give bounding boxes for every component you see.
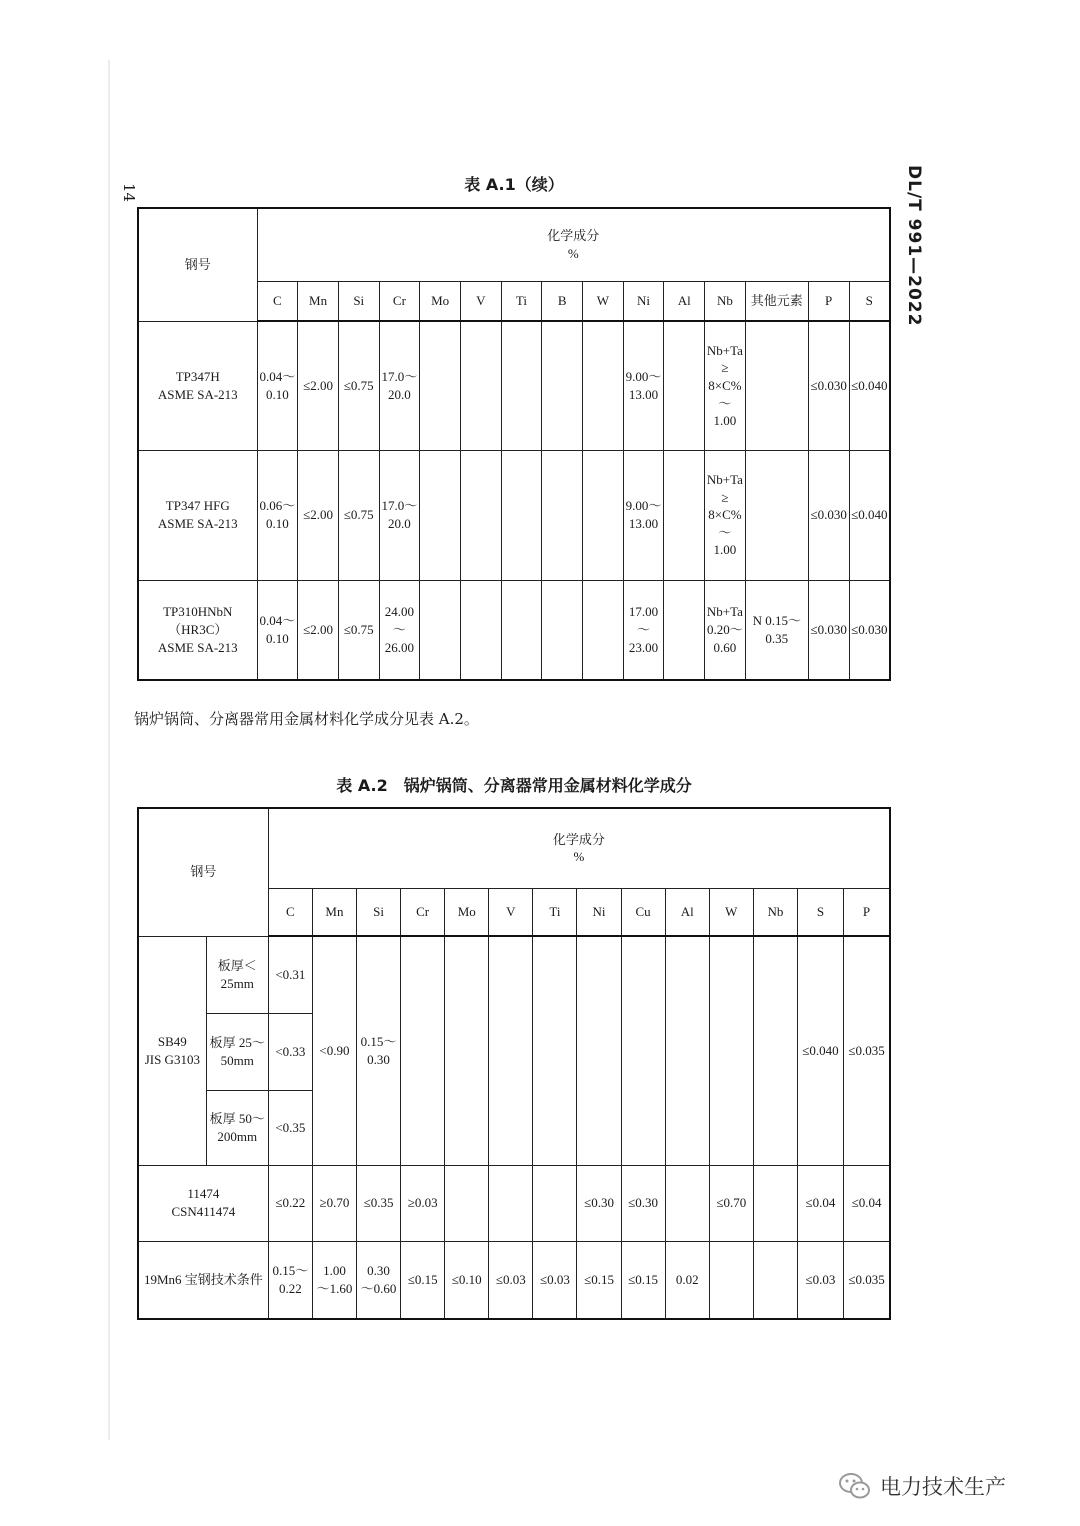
- element-header: P: [808, 281, 849, 321]
- element-header: Cr: [401, 888, 445, 936]
- composition-cell: ≤0.30: [621, 1165, 665, 1241]
- composition-cell: [753, 936, 797, 1165]
- composition-cell: 1.00 ～1.60: [312, 1241, 356, 1319]
- composition-cell: N 0.15～ 0.35: [745, 580, 808, 680]
- composition-cell: ≤0.15: [401, 1241, 445, 1319]
- composition-cell: [709, 1241, 753, 1319]
- composition-cell: ≤2.00: [298, 450, 339, 580]
- composition-cell: [583, 321, 624, 450]
- composition-cell: ≤0.03: [797, 1241, 843, 1319]
- composition-cell: 0.04～ 0.10: [257, 321, 298, 450]
- steel-grade-cell: TP310HNbN（HR3C） ASME SA-213: [138, 580, 257, 680]
- composition-cell: 17.00～ 23.00: [623, 580, 664, 680]
- element-header: Al: [665, 888, 709, 936]
- composition-cell: ≤0.15: [621, 1241, 665, 1319]
- table-a1-steel-header: 钢号: [138, 208, 257, 321]
- steel-grade-cell: SB49 JIS G3103: [138, 936, 206, 1165]
- composition-cell: ≤0.040: [797, 936, 843, 1165]
- composition-cell: [583, 580, 624, 680]
- element-header: C: [268, 888, 312, 936]
- composition-cell: ≤0.03: [533, 1241, 577, 1319]
- composition-cell: [753, 1165, 797, 1241]
- thickness-cell: 板厚＜ 25mm: [206, 936, 268, 1013]
- element-header: Ni: [623, 281, 664, 321]
- table-a1-caption: 表 A.1（续）: [464, 175, 564, 194]
- composition-cell: 0.15～ 0.30: [357, 936, 401, 1165]
- composition-cell: ≤0.10: [445, 1241, 489, 1319]
- watermark-text: 电力技术生产: [880, 1475, 1006, 1499]
- element-header: Nb: [705, 281, 746, 321]
- table-row: [138, 321, 890, 450]
- composition-cell: ≤0.030: [808, 580, 849, 680]
- element-header: S: [849, 281, 890, 321]
- composition-cell: ≤0.75: [338, 450, 379, 580]
- element-header: Mo: [420, 281, 461, 321]
- composition-cell: [542, 321, 583, 450]
- element-header: B: [542, 281, 583, 321]
- table-a2: [137, 807, 891, 1320]
- composition-cell: [445, 936, 489, 1165]
- element-header: Si: [338, 281, 379, 321]
- composition-cell: ≤2.00: [298, 321, 339, 450]
- composition-cell: 24.00～ 26.00: [379, 580, 420, 680]
- composition-cell: [745, 321, 808, 450]
- composition-cell: ≤0.75: [338, 580, 379, 680]
- composition-cell: [665, 936, 709, 1165]
- composition-cell: [445, 1165, 489, 1241]
- composition-cell: [401, 936, 445, 1165]
- thickness-cell: 板厚 25～ 50mm: [206, 1013, 268, 1090]
- composition-cell: [533, 936, 577, 1165]
- composition-cell: [621, 936, 665, 1165]
- composition-cell: ≤0.040: [849, 321, 890, 450]
- composition-cell: ≤0.75: [338, 321, 379, 450]
- steel-grade-cell: 19Mn6 宝钢技术条件: [138, 1241, 268, 1319]
- composition-cell: Nb+Ta ≥ 8×C%～ 1.00: [705, 450, 746, 580]
- element-header: Ni: [577, 888, 621, 936]
- composition-cell: ≤0.30: [577, 1165, 621, 1241]
- element-header: V: [460, 281, 501, 321]
- composition-cell: 0.02: [665, 1241, 709, 1319]
- composition-cell: 17.0～ 20.0: [379, 450, 420, 580]
- composition-cell: [501, 450, 542, 580]
- element-header: Al: [664, 281, 705, 321]
- composition-cell: ≥0.70: [312, 1165, 356, 1241]
- composition-cell: [533, 1165, 577, 1241]
- composition-cell: [460, 450, 501, 580]
- composition-cell: <0.33: [268, 1013, 312, 1090]
- composition-cell: 17.0～ 20.0: [379, 321, 420, 450]
- table-row: [138, 450, 890, 580]
- composition-cell: [460, 580, 501, 680]
- composition-cell: [665, 1165, 709, 1241]
- page-number: 14: [120, 183, 138, 203]
- composition-cell: 9.00～ 13.00: [623, 321, 664, 450]
- composition-cell: ≤2.00: [298, 580, 339, 680]
- element-header: W: [709, 888, 753, 936]
- composition-cell: ≤0.035: [844, 936, 890, 1165]
- composition-cell: [501, 580, 542, 680]
- composition-cell: [489, 936, 533, 1165]
- composition-cell: <0.31: [268, 936, 312, 1013]
- element-header: Si: [357, 888, 401, 936]
- composition-cell: [489, 1165, 533, 1241]
- element-header: Nb: [753, 888, 797, 936]
- page-edge: [108, 60, 110, 1440]
- composition-cell: [664, 580, 705, 680]
- wechat-icon: [838, 1471, 872, 1501]
- table-a1-composition-header: 化学成分 %: [257, 208, 890, 281]
- element-header: Ti: [501, 281, 542, 321]
- element-header: Mn: [312, 888, 356, 936]
- composition-cell: [664, 321, 705, 450]
- steel-grade-cell: TP347H ASME SA-213: [138, 321, 257, 450]
- composition-cell: ≤0.70: [709, 1165, 753, 1241]
- composition-cell: ≤0.030: [808, 450, 849, 580]
- composition-cell: ≤0.15: [577, 1241, 621, 1319]
- composition-cell: [577, 936, 621, 1165]
- element-header: Cu: [621, 888, 665, 936]
- composition-cell: ≤0.030: [849, 580, 890, 680]
- composition-cell: ≤0.04: [844, 1165, 890, 1241]
- composition-cell: Nb+Ta 0.20～ 0.60: [705, 580, 746, 680]
- composition-cell: <0.90: [312, 936, 356, 1165]
- composition-cell: ≤0.03: [489, 1241, 533, 1319]
- composition-cell: [420, 321, 461, 450]
- composition-cell: <0.35: [268, 1090, 312, 1165]
- composition-cell: [664, 450, 705, 580]
- element-header: Cr: [379, 281, 420, 321]
- composition-cell: [420, 450, 461, 580]
- steel-grade-cell: 11474 CSN411474: [138, 1165, 268, 1241]
- composition-cell: 0.15～ 0.22: [268, 1241, 312, 1319]
- table-a2-steel-header: 钢号: [138, 808, 268, 936]
- element-header: 其他元素: [745, 281, 808, 321]
- composition-cell: ≥0.03: [401, 1165, 445, 1241]
- composition-cell: 0.04～ 0.10: [257, 580, 298, 680]
- composition-cell: [542, 450, 583, 580]
- element-header: C: [257, 281, 298, 321]
- composition-cell: [583, 450, 624, 580]
- composition-cell: [460, 321, 501, 450]
- composition-cell: [501, 321, 542, 450]
- element-header: Mn: [298, 281, 339, 321]
- element-header: Mo: [445, 888, 489, 936]
- table-row: [138, 1165, 890, 1241]
- composition-cell: ≤0.030: [808, 321, 849, 450]
- steel-grade-cell: TP347 HFG ASME SA-213: [138, 450, 257, 580]
- table-row: [138, 580, 890, 680]
- element-header: S: [797, 888, 843, 936]
- composition-cell: [709, 936, 753, 1165]
- watermark: [838, 1466, 1006, 1506]
- composition-cell: ≤0.22: [268, 1165, 312, 1241]
- composition-cell: ≤0.04: [797, 1165, 843, 1241]
- document-code: DL/T 991—2022: [904, 165, 924, 327]
- composition-cell: 0.30 ～0.60: [357, 1241, 401, 1319]
- table-a2-caption: 表 A.2 锅炉锅筒、分离器常用金属材料化学成分: [336, 776, 692, 795]
- element-header: P: [844, 888, 890, 936]
- composition-cell: ≤0.040: [849, 450, 890, 580]
- composition-cell: 0.06～ 0.10: [257, 450, 298, 580]
- composition-cell: [420, 580, 461, 680]
- table-a2-composition-header: 化学成分 %: [268, 808, 890, 888]
- element-header: Ti: [533, 888, 577, 936]
- composition-cell: ≤0.35: [357, 1165, 401, 1241]
- element-header: W: [583, 281, 624, 321]
- thickness-cell: 板厚 50～ 200mm: [206, 1090, 268, 1165]
- table-row: [138, 1241, 890, 1319]
- table-row: [138, 936, 890, 1013]
- composition-cell: ≤0.035: [844, 1241, 890, 1319]
- composition-cell: Nb+Ta ≥ 8×C%～ 1.00: [705, 321, 746, 450]
- composition-cell: [745, 450, 808, 580]
- element-header: V: [489, 888, 533, 936]
- composition-cell: [753, 1241, 797, 1319]
- composition-cell: 9.00～ 13.00: [623, 450, 664, 580]
- composition-cell: [542, 580, 583, 680]
- body-paragraph: 锅炉锅筒、分离器常用金属材料化学成分见表 A.2。: [134, 710, 479, 728]
- table-a1: [137, 207, 891, 681]
